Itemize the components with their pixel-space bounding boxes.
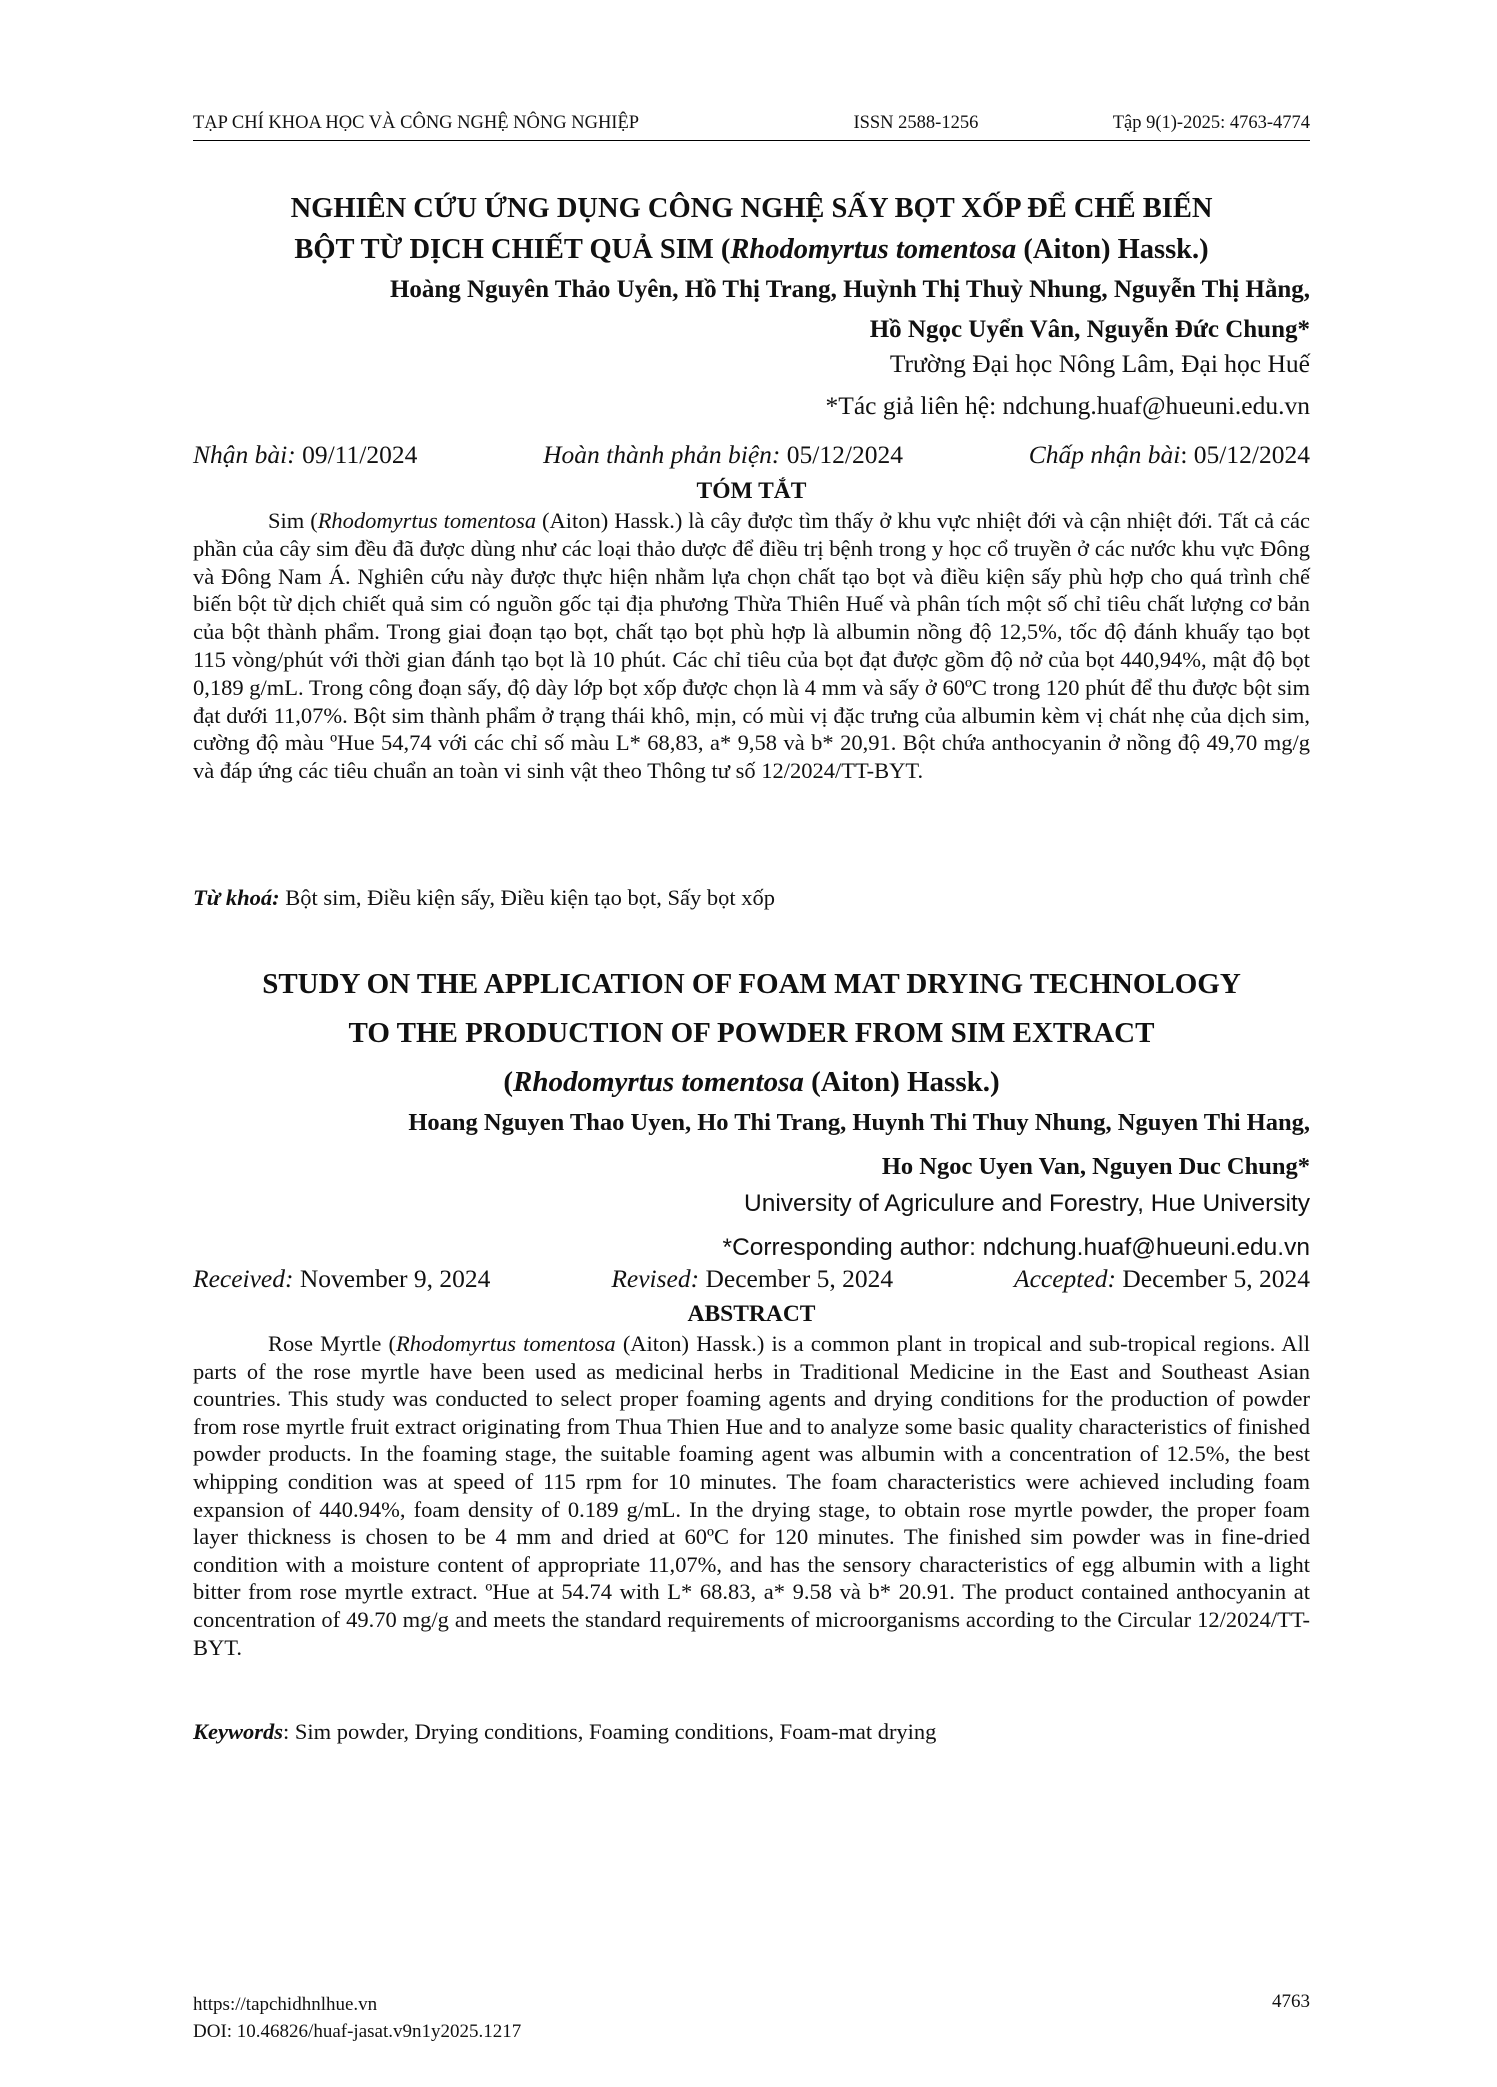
vn-authors	[193, 270, 1310, 350]
en-abstract-heading: ABSTRACT	[687, 1301, 816, 1327]
en-authors-line-1: Hoang Nguyen Thao Uyen, Ho Thi Trang, Huynh Thi Thuy Nhung, Nguyen Thi Hang,	[408, 1109, 1310, 1136]
en-title-line-2: TO THE PRODUCTION OF POWDER FROM SIM EXTRACT	[348, 1017, 1155, 1049]
en-authors-line-2: Ho Ngoc Uyen Van, Nguyen Duc Chung*	[881, 1153, 1310, 1180]
vn-authors-line-2: Hồ Ngọc Uyển Vân, Nguyễn Đức Chung*	[869, 316, 1310, 343]
vn-revised: Hoàn thành phản biện: 05/12/2024	[543, 440, 903, 469]
en-dates	[193, 1264, 1310, 1294]
vn-affiliation: Trường Đại học Nông Lâm, Đại học Huế	[889, 349, 1310, 378]
en-title-line-1: STUDY ON THE APPLICATION OF FOAM MAT DRYING TECHNOLOGY	[262, 968, 1241, 1000]
en-corresponding-author: *Corresponding author: ndchung.huaf@hueuni.edu.vn	[722, 1234, 1310, 1261]
en-keywords-label: Keywords	[193, 1719, 283, 1744]
en-authors	[193, 1101, 1310, 1189]
issn: ISSN 2588-1256	[853, 113, 979, 133]
vn-received: Nhận bài: 09/11/2024	[193, 440, 418, 469]
vn-abstract-heading: TÓM TẮT	[696, 478, 807, 504]
footer-url[interactable]: https://tapchidhnlhue.vn	[193, 1994, 378, 2015]
journal-name: TẠP CHÍ KHOA HỌC VÀ CÔNG NGHỆ NÔNG NGHIỆP	[193, 113, 640, 133]
en-title-line-3: (Rhodomyrtus tomentosa (Aiton) Hassk.)	[503, 1066, 1000, 1098]
en-title	[193, 960, 1310, 1107]
vn-authors-line-1: Hoàng Nguyên Thảo Uyên, Hồ Thị Trang, Huỳnh Thị Thuỳ Nhung, Nguyễn Thị Hằng,	[389, 276, 1310, 303]
running-header	[193, 113, 1310, 134]
en-received: Received: November 9, 2024	[193, 1264, 491, 1293]
vn-title-line-2: BỘT TỪ DỊCH CHIẾT QUẢ SIM (Rhodomyrtus tomentosa (Aiton) Hassk.)	[294, 234, 1209, 265]
vn-title-line-1: NGHIÊN CỨU ỨNG DỤNG CÔNG NGHỆ SẤY BỌT XỐP ĐỂ CHẾ BIẾN	[290, 193, 1213, 224]
vn-dates	[193, 440, 1310, 470]
en-accepted: Accepted: December 5, 2024	[1014, 1264, 1310, 1293]
vn-keywords-label: Từ khoá:	[193, 885, 280, 910]
en-affiliation-block	[193, 1182, 1310, 1270]
vn-corresponding-author: *Tác giả liên hệ: ndchung.huaf@hueuni.edu.vn	[825, 391, 1310, 420]
vn-accepted: Chấp nhận bài: 05/12/2024	[1028, 440, 1310, 469]
page-number: 4763	[1272, 1991, 1310, 2012]
volume-pages: Tập 9(1)-2025: 4763-4774	[1112, 113, 1310, 133]
en-affiliation: University of Agriculure and Forestry, Hue University	[744, 1190, 1310, 1217]
en-keywords: Keywords: Sim powder, Drying conditions, Foaming conditions, Foam-mat drying	[193, 1719, 937, 1744]
en-title-species: Rhodomyrtus tomentosa	[513, 1066, 804, 1098]
vn-title	[193, 188, 1310, 270]
paper-page	[193, 0, 1310, 2087]
en-abstract-body: Rose Myrtle (Rhodomyrtus tomentosa (Aiton) Hassk.) is a common plant in tropical and sub-tropical regions. All parts of the rose myrtle have been used as medicinal herbs in Traditional Medicine in the East and Southeast Asian countries. This study was conducted to select proper foaming agents and drying conditions for the production of powder from rose myrtle fruit extract originating from Thua Thien Hue and to analyze some basic quality characteristics of finished powder products. In the foaming stage, the suitable foaming agent was albumin with a concentration of 12.5%, the best whipping condition was at speed of 115 rpm for 10 minutes. The foam characteristics were achieved including foam expansion of 440.94%, foam density of 0.189 g/mL. In the drying stage, to obtain rose myrtle powder, the proper foam layer thickness is chosen to be 4 mm and dried at 60ºC for 120 minutes. The finished sim powder was in fine-dried condition with a moisture content of appropriate 11,07%, and has the sensory characteristics of egg albumin with a light bitter from rose myrtle extract. ºHue at 54.74 with L* 68.83, a* 9.58 và b* 20.91. The product contained anthocyanin at concentration of 49.70 mg/g and meets the standard requirements of microorganisms according to the Circular 12/2024/TT-BYT.	[193, 1331, 1311, 1660]
footer-doi: DOI: 10.46826/huaf-jasat.v9n1y2025.1217	[193, 2021, 522, 2042]
vn-affiliation-block	[193, 343, 1310, 427]
vn-title-species: Rhodomyrtus tomentosa	[730, 234, 1017, 265]
vn-keywords: Từ khoá: Bột sim, Điều kiện sấy, Điều kiện tạo bọt, Sấy bọt xốp	[193, 885, 775, 910]
vn-abstract-body: Sim (Rhodomyrtus tomentosa (Aiton) Hassk.) là cây được tìm thấy ở khu vực nhiệt đới và cận nhiệt đới. Tất cả các phần của cây sim đều đã được dùng như các loại thảo dược để điều trị bệnh trong y học cổ truyền ở các nước khu vực Đông và Đông Nam Á. Nghiên cứu này được thực hiện nhằm lựa chọn chất tạo bọt và điều kiện sấy phù hợp cho quá trình chế biến bột từ dịch chiết quả sim có nguồn gốc tại địa phương Thừa Thiên Huế và phân tích một số chỉ tiêu chất lượng cơ bản của bột thành phẩm. Trong giai đoạn tạo bọt, chất tạo bọt phù hợp là albumin nồng độ 12,5%, tốc độ đánh khuấy tạo bọt 115 vòng/phút với thời gian đánh tạo bọt là 10 phút. Các chỉ tiêu của bọt đạt được gồm độ nở của bọt 440,94%, mật độ bọt 0,189 g/mL. Trong công đoạn sấy, độ dày lớp bọt xốp được chọn là 4 mm và sấy ở 60ºC trong 120 phút để thu được bột sim đạt dưới 11,07%. Bột sim thành phẩm ở trạng thái khô, mịn, có mùi vị đặc trưng của albumin kèm vị chát nhẹ của dịch sim, cường độ màu ºHue 54,74 với các chỉ số màu L* 68,83, a* 9,58 và b* 20,91. Bột chứa anthocyanin ở nồng độ 49,70 mg/g và đáp ứng các tiêu chuẩn an toàn vi sinh vật theo Thông tư số 12/2024/TT-BYT.	[193, 508, 1310, 784]
en-revised: Revised: December 5, 2024	[611, 1264, 894, 1293]
header-rule	[193, 140, 1310, 141]
